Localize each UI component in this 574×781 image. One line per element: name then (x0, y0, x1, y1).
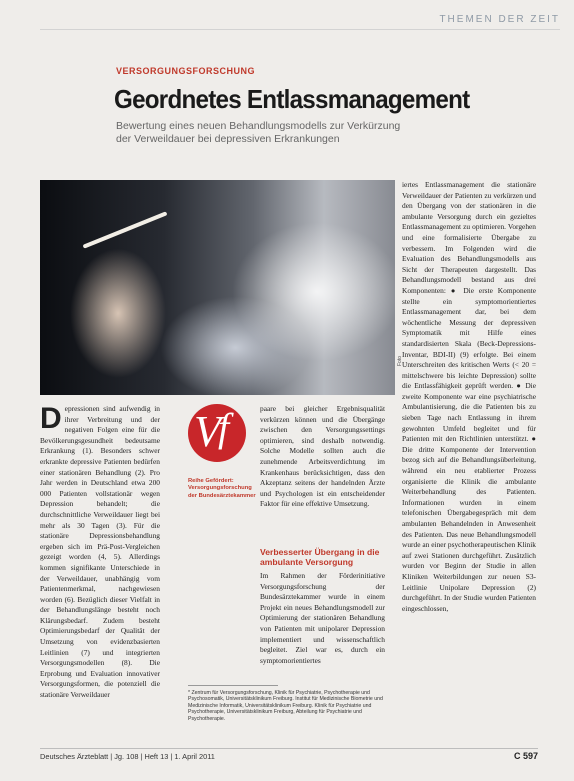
body-column-3 (260, 404, 385, 510)
footnote-rule (188, 685, 278, 686)
article-subhead: Verbesserter Übergang in die ambulante Versorgung (260, 547, 380, 567)
body-column-3b (260, 571, 385, 666)
vf-logo (188, 404, 246, 462)
logo-glyph-f: f (218, 405, 230, 450)
article-title: Geordnetes Entlassmanagement (114, 84, 470, 114)
article-subtitle: Bewertung eines neuen Behandlungsmodells zur Verkürzung der Verweildauer bei depressiven Erkrankungen (116, 120, 401, 145)
body-text-col4: iertes Entlassmanagement die stationäre Verweildauer der Patienten zu verkürzen und den Übergang von der stationären in die ambulante Versorgung durch ein gezieltes Entlassmanagement zu optimieren. Vorgehen und eine formalisierte Übergabe zu verbessern. Im Folgenden wird die Evaluation des Behandlungsmodells aus Sicht der Therapeuten dargestellt. Das Behandlungsmodell bestand aus drei Komponenten: ● Die erste Komponente stellte ein symptomorientiertes Entlassmanagement dar, bei dem wöchentliche Messung der depressiven Symptomatik mit Hilfe eines standardisierten Skala (Beck-Depressions-Inventar, BDI-II) (9) erfolgte. Bei einem Unterschreiten des kritischen Werts (< 20 = mittelschwere bis leichte Depression) sollte die Entlassfähigkeit geprüft werden. ● Die zweite Komponente war eine psychiatrische Ambulantisierung, die die Patienten bis zu sieben Tage nach Entlassung in ihrem gewohnten Umfeld begleitet und für Patienten mit den Richtlinien unterstützt. ● Die dritte Komponente der Intervention bezog sich auf die Behandlungsüberleitung, während ein neu etablierter Prozess organisierte die Klinik die ambulante Weiterbehandlung des Patienten. Informationen wurden in einem telefonischen Übergabegespräch mit dem ambulanten Behandelnden in Anwesenheit des Patienten. Das neue Behandlungsmodell wurde an einer psychotherapeutischen Klinik auf zwei Stationen durchgeführt. Zusätzlich wurden vor Beginn der Studie in allen Kliniken Weiterbildungen zur neuen S3-Leitlinie Unipolare Depression (2) durchgeführt. In der Studie wurden Patienten eingeschlossen, (402, 180, 536, 613)
cigarette-shape (83, 211, 168, 248)
logo-caption: Reihe Gefördert: Versorgungsforschung der Bundesärztekammer (188, 478, 256, 499)
journal-footer: Deutsches Ärzteblatt | Jg. 108 | Heft 13 | 1. April 2011 (40, 752, 215, 761)
body-text-col3: paare bei gleicher Ergebnisqualität verkürzen können und die Übergänge zwischen den Versorgungssettings optimieren, sind deshalb notwendig. Solche Modelle sollten auch die zunehmende Arbeitsverdichtung im Krankenhaus berücksichtigen, dass den Akzeptanz seitens der handelnden Ärzte und Psychologen ist ein entscheidender Faktor für eine effektive Umsetzung. (260, 404, 385, 509)
page-number: C 597 (513, 751, 538, 761)
logo-glyph-v: V (194, 407, 221, 456)
article-kicker: VERSORGUNGSFORSCHUNG (116, 66, 256, 76)
photo-credit: Foto (397, 355, 403, 366)
author-footnote: * Zentrum für Versorgungsforschung, Klinik für Psychiatrie, Psychotherapie und Psychosomatik, Universitätsklinikum Freiburg. Institut für Medizinische Biometrie und Medizinische Informatik, Universitätsklinikum Freiburg. Klinik für Psychiatrie und Psychotherapie, Universitätsklinikum Freiburg, Abteilung für Psychiatrie und Psychotherapie. (188, 690, 383, 722)
section-rule (40, 29, 560, 30)
body-text-col3b: Im Rahmen der Förderinitiative Versorgungsforschung der Bundesärztekammer wurde in einem Projekt ein neues Behandlungsmodell zur Optimierung der stationären Behandlung von Patienten mit unipolarer Depression implementiert und wissenschaftlich begleitet. Ziel war es, durch ein symptomorientiertes (260, 571, 385, 665)
body-text-col1: epressionen sind aufwendig in ihrer Verbreitung und der negativen Folgen eine für die Bevölkerungsgesundheit bedeutsame Erkrankung (1). Besonders schwer erkrankte depressive Patienten bedürfen einer stationären Behandlung (2). Pro Jahr werden in Deutschland etwa 200 000 Patienten vollstationär wegen Depression behandelt; die durchschnittliche Verweildauer liegt bei mehr als 30 Tagen (3). Für die stationäre Depressionsbehandlung ergeben sich im Prä-Post-Vergleichen gezeigt worden (4, 5). Allerdings kommen signifikante Unterschiede in der Verweildauer, unabhängig vom Patientenmerkmal, nachgewiesen worden (6). Bezüglich dieser Vielfalt in der Behandlungslänge besteht noch Klärungsbedarf. Zudem besteht Optimierungsbedarf der Qualität der Umsetzung von evidenzbasierten Leitlinien (7) und integrierten Versorgungsmodellen (8). Die Erprobung und Evaluation innovativer Versorgungsformen, die potenziell die stationäre Verweildauer (40, 404, 160, 700)
article-photo (40, 180, 395, 395)
body-column-1 (40, 404, 160, 701)
drop-cap: D (40, 402, 62, 435)
section-tag: THEMEN DER ZEIT (439, 14, 560, 25)
footer-rule (40, 748, 538, 749)
body-column-4 (402, 180, 536, 614)
